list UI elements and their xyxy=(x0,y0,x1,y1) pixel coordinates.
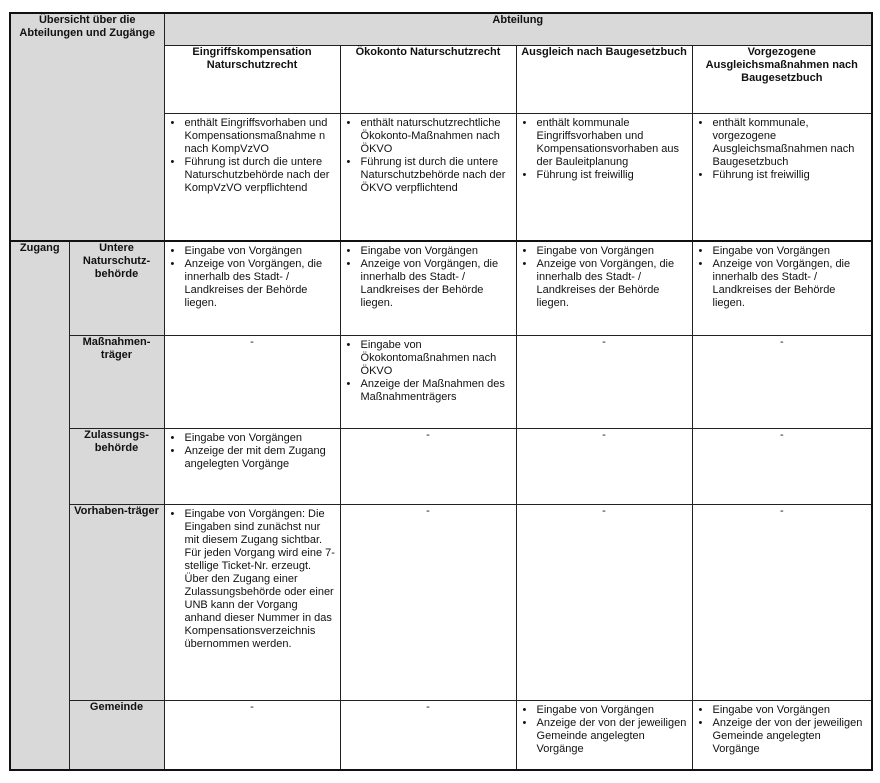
table-cell xyxy=(692,700,872,770)
row-header-vorhabentraeger xyxy=(69,504,164,700)
list-item: • enthält kommunale Eingriffsvorhaben und Kompensationsvorhaben aus der Bauleitplanung xyxy=(523,117,688,169)
table-cell xyxy=(516,241,692,335)
table-cell xyxy=(164,335,340,428)
row-header-zulassungsbehoerde xyxy=(69,428,164,504)
table-cell xyxy=(340,428,516,504)
list-item: • Führung ist freiwillig xyxy=(699,169,868,182)
row-header-label: Zulassungs-behörde xyxy=(84,428,149,454)
list-item: • Führung ist freiwillig xyxy=(523,169,688,182)
row-header-gemeinde xyxy=(69,700,164,770)
table-cell xyxy=(692,241,872,335)
list-item: • Anzeige von Vorgängen, die innerhalb des Stadt- / Landkreises der Behörde liegen. xyxy=(347,258,512,310)
column-header-label: Ausgleich nach Baugesetzbuch xyxy=(521,45,687,58)
list-item: • Eingabe von Vorgängen xyxy=(347,245,512,258)
list-item: • Anzeige von Vorgängen, die innerhalb des Stadt- / Landkreises der Behörde liegen. xyxy=(699,258,868,310)
table-cell xyxy=(692,504,872,700)
empty-value: - xyxy=(602,428,606,441)
list-item: • enthält Eingriffsvorhaben und Kompensationsmaßnahme n nach KompVzVO xyxy=(171,117,336,156)
table-cell xyxy=(692,428,872,504)
empty-value: - xyxy=(779,335,784,348)
cell-list xyxy=(165,242,340,313)
department-group-label: Abteilung xyxy=(492,14,544,26)
table-cell xyxy=(164,241,340,335)
list-item: • Eingabe von Vorgängen xyxy=(523,704,688,717)
table-cell xyxy=(516,504,692,700)
list-item: • Führung ist durch die untere Naturschutzbehörde nach der KompVzVO verpflichtend xyxy=(171,156,336,195)
cell-list xyxy=(341,336,516,407)
cell-list xyxy=(165,429,340,474)
table-cell xyxy=(340,700,516,770)
list-item: • Eingabe von Vorgängen xyxy=(699,704,868,717)
cell-list xyxy=(693,242,872,313)
table-cell xyxy=(340,335,516,428)
row-header-label: Maßnahmen-träger xyxy=(82,335,151,361)
cell-list xyxy=(341,242,516,313)
list-item: • Eingabe von Ökokontomaßnahmen nach ÖKVO xyxy=(347,339,512,378)
empty-value: - xyxy=(250,335,254,348)
list-item: • Anzeige von Vorgängen, die innerhalb des Stadt- / Landkreises der Behörde liegen. xyxy=(523,258,688,310)
column-header xyxy=(340,45,516,113)
description-cell xyxy=(692,113,872,241)
table-cell xyxy=(164,700,340,770)
list-item: • Anzeige der Maßnahmen des Maßnahmenträgers xyxy=(347,378,512,404)
list-item: • Eingabe von Vorgängen: Die Eingaben sind zunächst nur mit diesem Zugang sichtbar. Für jeden Vorgang wird eine 7-stellige Ticket-Nr. erzeugt. Über den Zugang einer Zulassungsbehörde oder einer UNB kann der Vorgang anhand dieser Nummer in das Kompensationsverzeichnis übernommen werden. xyxy=(171,508,336,651)
row-header-massnahmentraeger xyxy=(69,335,164,428)
list-item: • Anzeige der von der jeweiligen Gemeinde angelegten Vorgänge xyxy=(523,717,688,756)
empty-value: - xyxy=(250,700,254,713)
access-group-label: Zugang xyxy=(19,242,60,254)
column-header xyxy=(692,45,872,113)
row-header-label: Gemeinde xyxy=(89,700,144,713)
department-group-header xyxy=(164,13,872,45)
empty-value: - xyxy=(779,504,784,517)
column-header xyxy=(164,45,340,113)
table-cell xyxy=(164,428,340,504)
empty-value: - xyxy=(602,335,606,348)
empty-value: - xyxy=(426,428,430,441)
description-list xyxy=(693,114,872,185)
list-item: • Anzeige von Vorgängen, die innerhalb des Stadt- / Landkreises der Behörde liegen. xyxy=(171,258,336,310)
overview-title-cell xyxy=(10,13,164,241)
description-list xyxy=(165,114,340,198)
empty-value: - xyxy=(779,428,784,441)
cell-list xyxy=(517,242,692,313)
column-header-label: Vorgezogene Ausgleichsmaßnahmen nach Baugesetzbuch xyxy=(705,45,858,84)
list-item: • Eingabe von Vorgängen xyxy=(171,432,336,445)
list-item: • enthält naturschutzrechtliche Ökokonto-Maßnahmen nach ÖKVO xyxy=(347,117,512,156)
description-cell xyxy=(516,113,692,241)
list-item: • Eingabe von Vorgängen xyxy=(699,245,868,258)
row-header-unb xyxy=(69,241,164,335)
empty-value: - xyxy=(602,504,606,517)
empty-value: - xyxy=(426,504,430,517)
table-cell xyxy=(340,241,516,335)
list-item: • Anzeige der von der jeweiligen Gemeinde angelegten Vorgänge xyxy=(699,717,868,756)
row-header-label: Vorhaben-träger xyxy=(74,504,159,517)
description-cell xyxy=(164,113,340,241)
cell-list xyxy=(693,701,872,759)
table-cell xyxy=(164,504,340,700)
empty-value: - xyxy=(426,700,430,713)
list-item: • Eingabe von Vorgängen xyxy=(523,245,688,258)
cell-list xyxy=(165,505,340,654)
table-cell xyxy=(516,700,692,770)
list-item: • Eingabe von Vorgängen xyxy=(171,245,336,258)
list-item: • enthält kommunale, vorgezogene Ausgleichsmaßnahmen nach Baugesetzbuch xyxy=(699,117,868,169)
table-cell xyxy=(516,335,692,428)
cell-list xyxy=(517,701,692,759)
description-list xyxy=(517,114,692,185)
column-header-label: Ökokonto Naturschutzrecht xyxy=(355,45,501,58)
column-header xyxy=(516,45,692,113)
table-cell xyxy=(692,335,872,428)
list-item: • Führung ist durch die untere Naturschutzbehörde nach der ÖKVO verpflichtend xyxy=(347,156,512,195)
access-group-header xyxy=(10,241,69,770)
row-header-label: Untere Naturschutz-behörde xyxy=(82,242,151,280)
table-cell xyxy=(516,428,692,504)
description-cell xyxy=(340,113,516,241)
overview-title: Übersicht über die Abteilungen und Zugänge xyxy=(19,14,156,39)
table-cell xyxy=(340,504,516,700)
description-list xyxy=(341,114,516,198)
column-header-label: Eingriffskompensation Naturschutzrecht xyxy=(192,45,312,71)
list-item: • Anzeige der mit dem Zugang angelegten Vorgänge xyxy=(171,445,336,471)
overview-table xyxy=(9,12,873,771)
